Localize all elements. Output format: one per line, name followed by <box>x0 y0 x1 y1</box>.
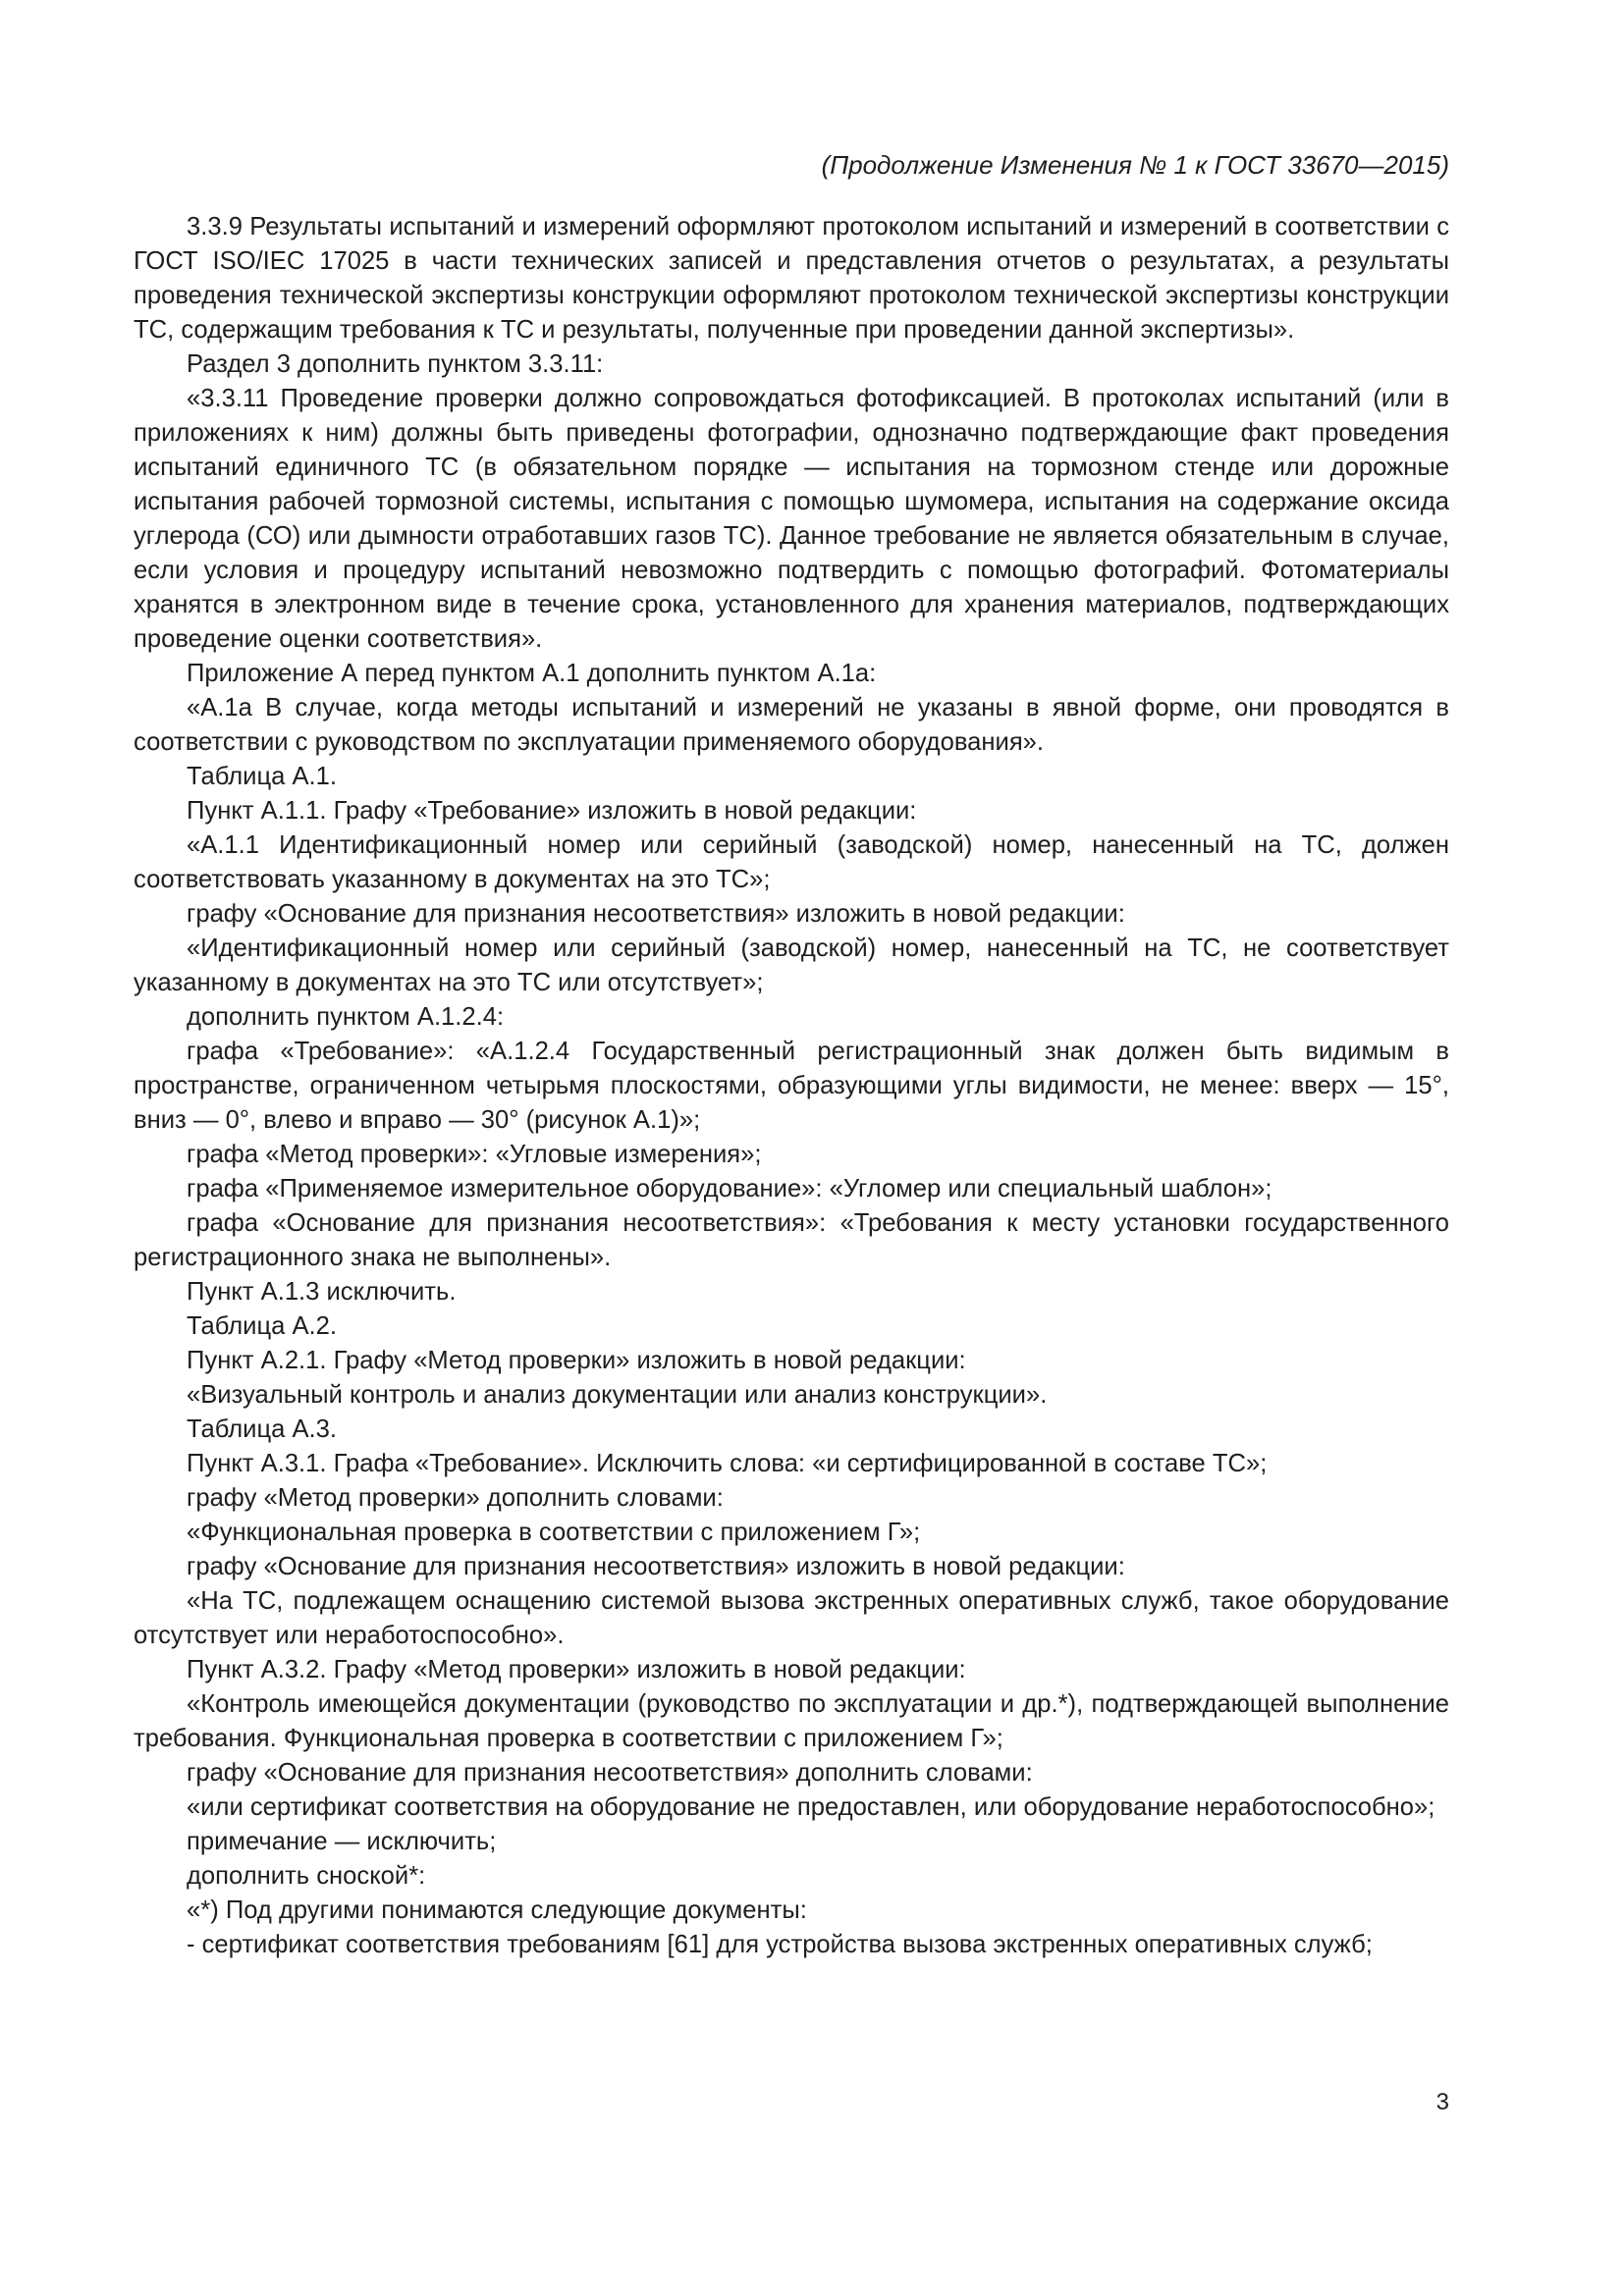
paragraph: графу «Основание для признания несоответствия» изложить в новой редакции: <box>187 900 1125 928</box>
paragraph: графа «Требование»: «А.1.2.4 Государственный регистрационный знак должен быть видимым в пространстве, ограниченном четырьмя плоскостями, образующими углы видимости, не менее: вверх — 15°, вниз — 0°, влево и вправо — 30° (рисунок А.1)»; <box>134 1038 1449 1134</box>
page-number: 3 <box>1435 2089 1449 2115</box>
paragraph: «или сертификат соответствия на оборудование не предоставлен, или оборудование неработоспособно»; <box>187 1793 1435 1821</box>
paragraph: - сертификат соответствия требованиям [61] для устройства вызова экстренных оперативных служб; <box>187 1931 1373 1958</box>
paragraph: Раздел 3 дополнить пунктом 3.3.11: <box>187 350 604 378</box>
paragraph: Приложение А перед пунктом А.1 дополнить пунктом А.1а: <box>187 660 877 687</box>
paragraph: графа «Основание для признания несоответствия»: «Требования к месту установки государственного регистрационного знака не выполнены». <box>134 1209 1449 1271</box>
paragraph: «Визуальный контроль и анализ документации или анализ конструкции». <box>187 1381 1048 1409</box>
paragraph: Пункт А.2.1. Графу «Метод проверки» изложить в новой редакции: <box>187 1347 966 1374</box>
paragraph: дополнить пунктом А.1.2.4: <box>187 1003 505 1031</box>
paragraph: «На ТС, подлежащем оснащению системой вызова экстренных оперативных служб, такое оборудование отсутствует или неработоспособно». <box>134 1587 1449 1649</box>
document-body <box>134 210 1449 1962</box>
paragraph: Таблица А.3. <box>187 1415 337 1443</box>
paragraph: Таблица А.2. <box>187 1312 337 1340</box>
paragraph: 3.3.9 Результаты испытаний и измерений оформляют протоколом испытаний и измерений в соответствии с ГОСТ ISO/IEC 17025 в части технических записей и представления отчетов о результатах, а результаты проведения технической экспертизы конструкции оформляют протоколом технической экспертизы конструкции ТС, содержащим требования к ТС и результаты, полученные при проведении данной экспертизы». <box>134 213 1449 344</box>
paragraph: «Идентификационный номер или серийный (заводской) номер, нанесенный на ТС, не соответствует указанному в документах на это ТС или отсутствует»; <box>134 934 1449 996</box>
paragraph: «Функциональная проверка в соответствии с приложением Г»; <box>187 1519 921 1546</box>
paragraph: Пункт А.1.1. Графу «Требование» изложить в новой редакции: <box>187 797 917 825</box>
paragraph: «А.1.1 Идентификационный номер или серийный (заводской) номер, нанесенный на ТС, должен соответствовать указанному в документах на это ТС»; <box>134 831 1449 893</box>
paragraph: графу «Метод проверки» дополнить словами: <box>187 1484 724 1512</box>
paragraph: «Контроль имеющейся документации (руководство по эксплуатации и др.*), подтверждающей выполнение требования. Функциональная проверка в соответствии с приложением Г»; <box>134 1690 1449 1752</box>
paragraph: «А.1а В случае, когда методы испытаний и измерений не указаны в явной форме, они проводятся в соответствии с руководством по эксплуатации применяемого оборудования». <box>134 694 1449 756</box>
paragraph: графа «Метод проверки»: «Угловые измерения»; <box>187 1141 762 1168</box>
running-header: (Продолжение Изменения № 1 к ГОСТ 33670—2015) <box>821 150 1449 180</box>
paragraph: графу «Основание для признания несоответствия» изложить в новой редакции: <box>187 1553 1125 1580</box>
paragraph: Пункт А.3.1. Графа «Требование». Исключить слова: «и сертифицированной в составе ТС»; <box>187 1450 1268 1477</box>
paragraph: Пункт А.1.3 исключить. <box>187 1278 457 1306</box>
paragraph: графу «Основание для признания несоответствия» дополнить словами: <box>187 1759 1033 1787</box>
paragraph: Таблица А.1. <box>187 763 337 790</box>
paragraph: дополнить сноской*: <box>187 1862 426 1890</box>
paragraph: «*) Под другими понимаются следующие документы: <box>187 1896 807 1924</box>
paragraph: Пункт А.3.2. Графу «Метод проверки» изложить в новой редакции: <box>187 1656 966 1683</box>
paragraph: графа «Применяемое измерительное оборудование»: «Угломер или специальный шаблон»; <box>187 1175 1272 1202</box>
paragraph: «3.3.11 Проведение проверки должно сопровождаться фотофиксацией. В протоколах испытаний (или в приложениях к ним) должны быть приведены фотографии, однозначно подтверждающие факт проведения испытаний единичного ТС (в обязательном порядке — испытания на тормозном стенде или дорожные испытания рабочей тормозной системы, испытания с помощью шумомера, испытания на содержание оксида углерода (СО) или дымности отработавших газов ТС). Данное требование не является обязательным в случае, если условия и процедуру испытаний невозможно подтвердить с помощью фотографий. Фотоматериалы хранятся в электронном виде в течение срока, установленного для хранения материалов, подтверждающих проведение оценки соответствия». <box>134 385 1449 653</box>
paragraph: примечание — исключить; <box>187 1828 497 1855</box>
